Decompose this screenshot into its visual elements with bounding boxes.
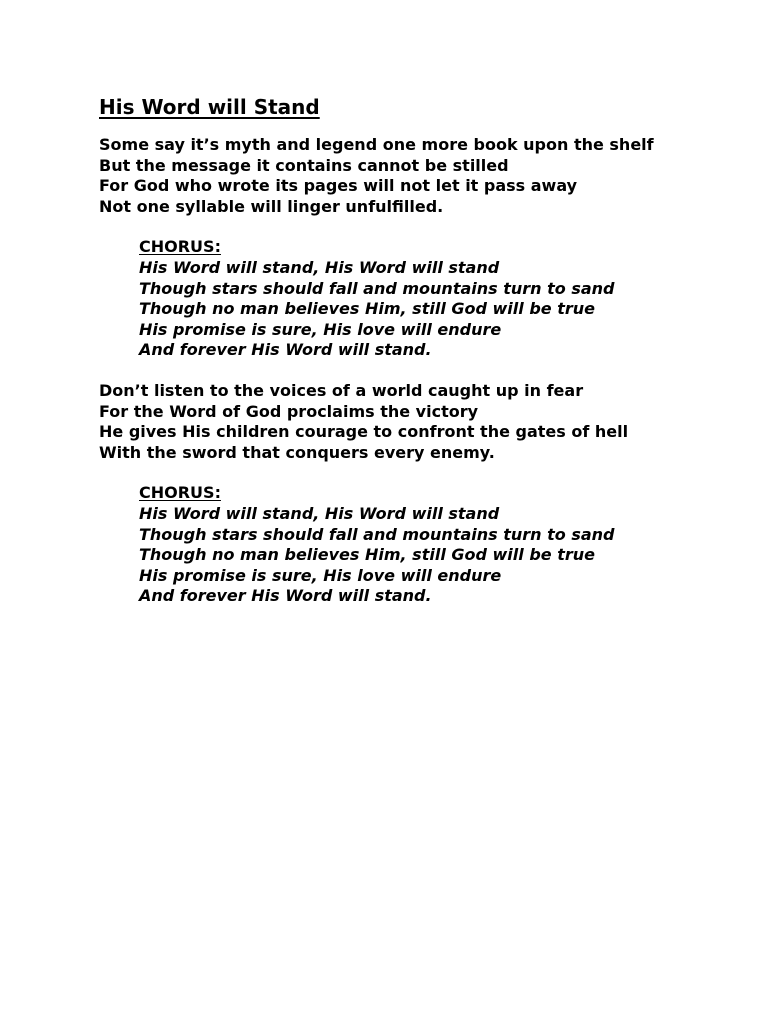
verse-line: With the sword that conquers every enemy. xyxy=(99,442,495,462)
verse-line: Some say it’s myth and legend one more book upon the shelf xyxy=(99,135,654,154)
verse-line: For the Word of God proclaims the victory xyxy=(99,401,479,421)
chorus-heading: CHORUS: xyxy=(139,483,221,503)
chorus-line: And forever His Word will stand. xyxy=(139,340,432,360)
song-title: His Word will Stand xyxy=(99,95,320,119)
chorus-line: His Word will stand, His Word will stand xyxy=(139,257,500,277)
verse-line: Not one syllable will linger unfulfilled. xyxy=(99,196,444,216)
chorus-heading: CHORUS: xyxy=(139,237,221,257)
lyrics-sheet xyxy=(99,94,739,607)
chorus-line: Though no man believes Him, still God will be true xyxy=(139,545,595,565)
chorus-line: His promise is sure, His love will endure xyxy=(139,565,502,585)
chorus-2 xyxy=(99,483,739,607)
verse-line: Don’t listen to the voices of a world caught up in fear xyxy=(99,380,584,400)
verse-line: But the message it contains cannot be stilled xyxy=(99,155,509,175)
chorus-1 xyxy=(99,237,739,361)
verse-1 xyxy=(99,135,739,217)
chorus-line: His promise is sure, His love will endure xyxy=(139,319,502,339)
chorus-line: Though stars should fall and mountains turn to sand xyxy=(139,278,615,298)
chorus-line: Though stars should fall and mountains turn to sand xyxy=(139,524,615,544)
verse-line: He gives His children courage to confront the gates of hell xyxy=(99,422,629,442)
chorus-line: And forever His Word will stand. xyxy=(139,586,432,606)
chorus-line: Though no man believes Him, still God will be true xyxy=(139,299,595,319)
chorus-line: His Word will stand, His Word will stand xyxy=(139,503,500,523)
verse-line: For God who wrote its pages will not let it pass away xyxy=(99,176,578,196)
verse-2 xyxy=(99,381,739,463)
